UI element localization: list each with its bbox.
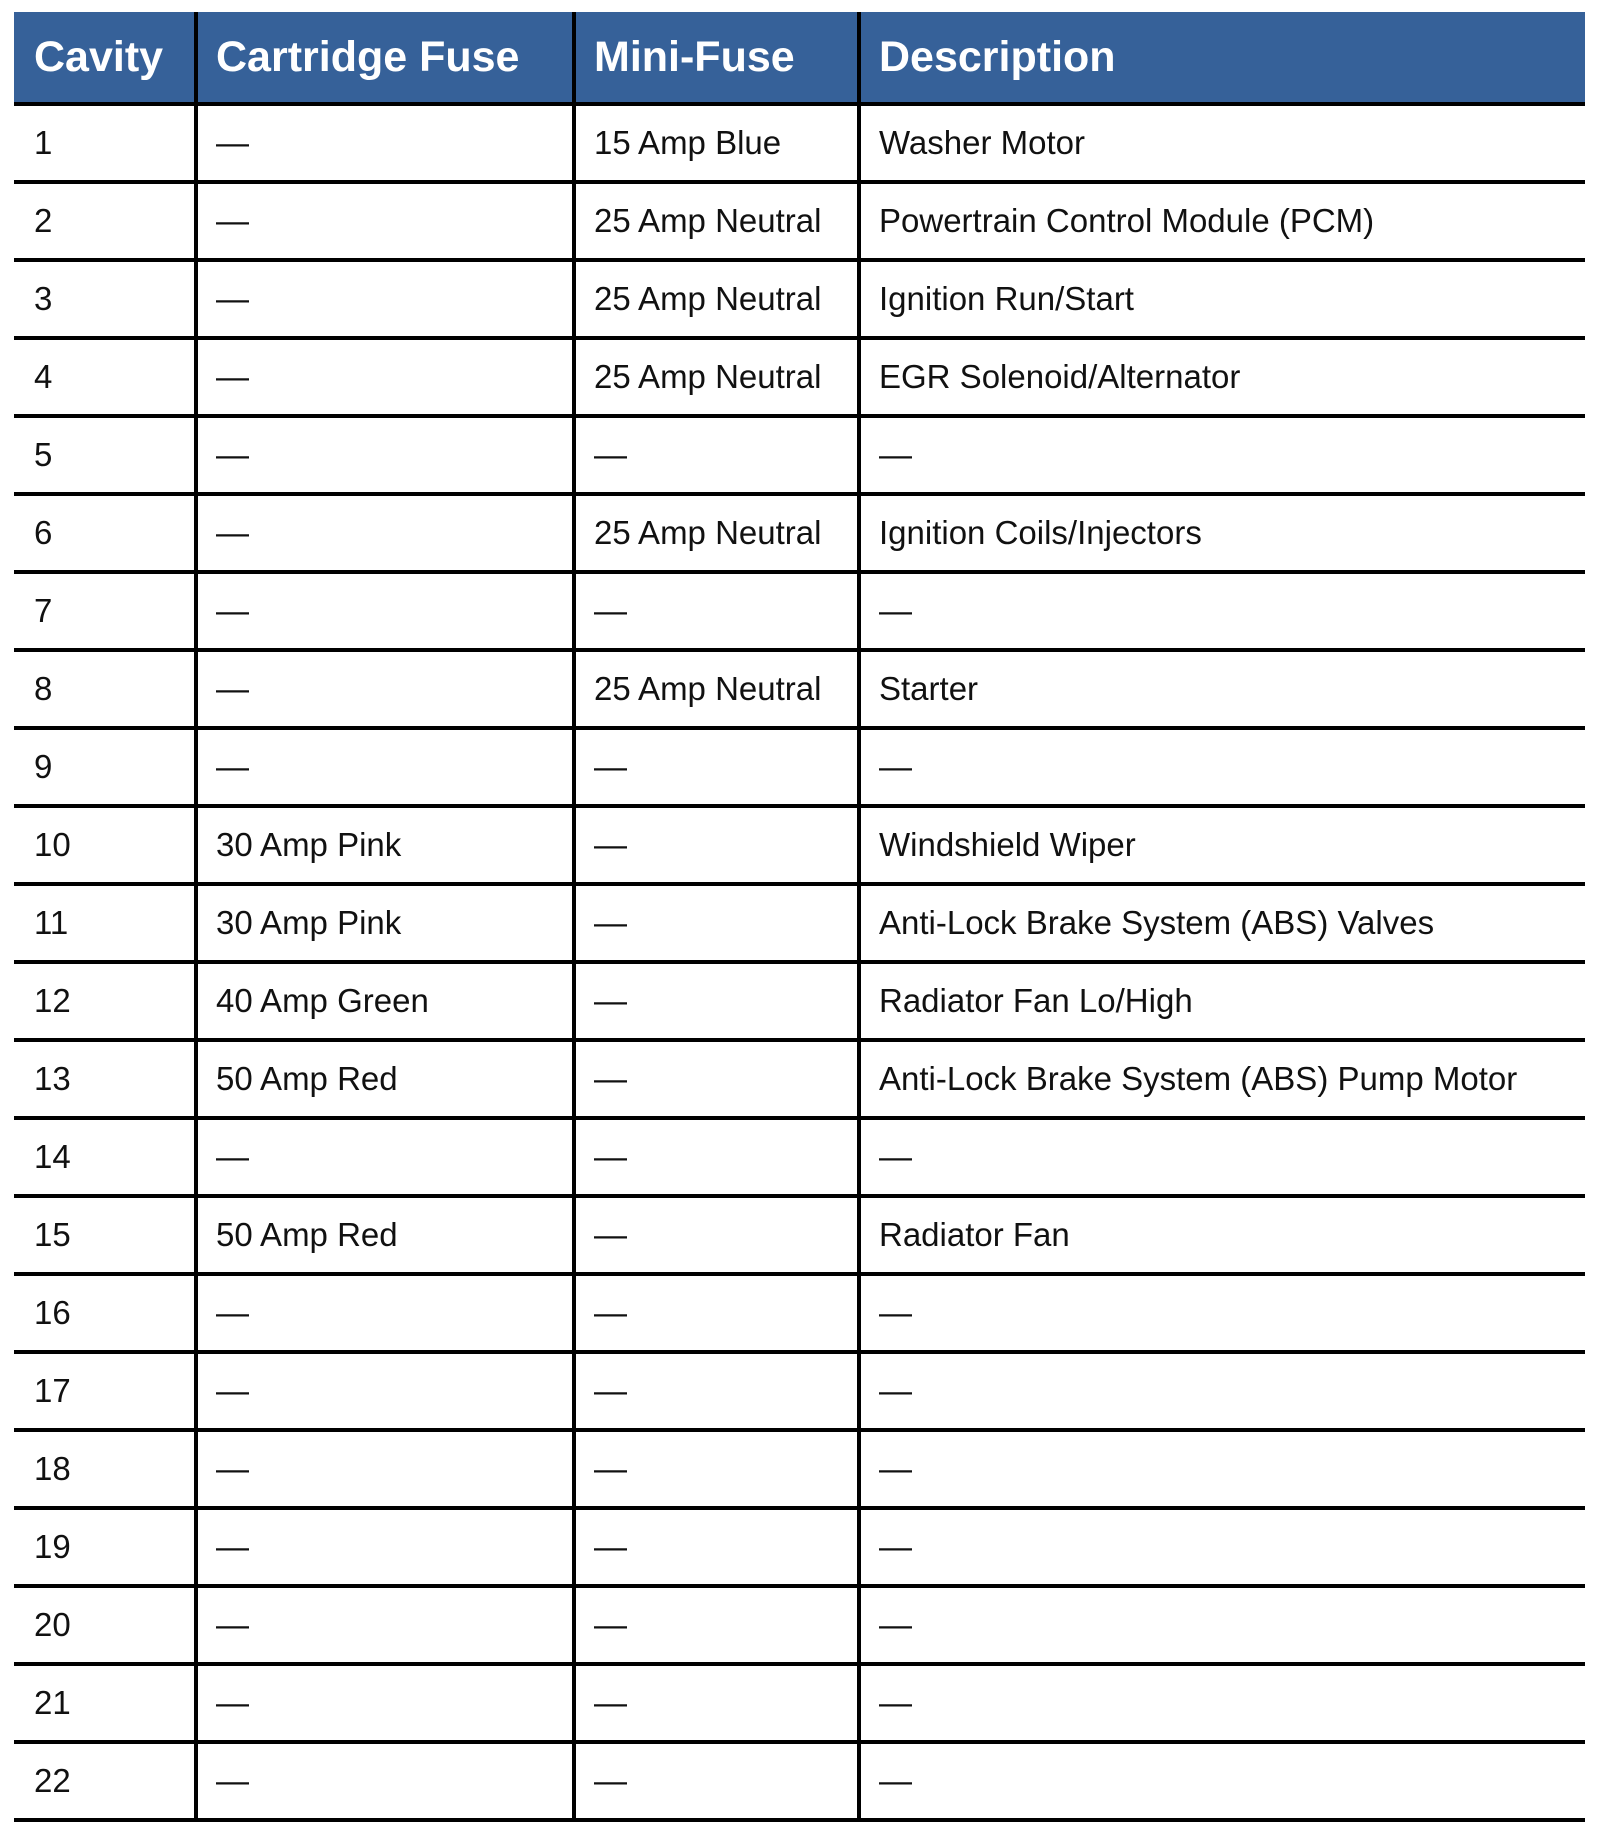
table-row (14, 1040, 1585, 1118)
table-row (14, 338, 1585, 416)
cell-cartridge-fuse: 50 Amp Red (196, 1040, 574, 1118)
table-row (14, 1508, 1585, 1586)
cell-cavity: 5 (14, 416, 196, 494)
table-row (14, 416, 1585, 494)
cell-mini-fuse: 15 Amp Blue (574, 104, 859, 182)
cell-mini-fuse: 25 Amp Neutral (574, 182, 859, 260)
table-row (14, 1430, 1585, 1508)
cell-mini-fuse: — (574, 1742, 859, 1820)
cell-mini-fuse: — (574, 1196, 859, 1274)
cell-mini-fuse: 25 Amp Neutral (574, 650, 859, 728)
cell-cavity: 13 (14, 1040, 196, 1118)
table-row (14, 494, 1585, 572)
cell-mini-fuse: — (574, 1664, 859, 1742)
table-row (14, 1196, 1585, 1274)
cell-cavity: 4 (14, 338, 196, 416)
table-row (14, 572, 1585, 650)
cell-cavity: 7 (14, 572, 196, 650)
cell-cavity: 2 (14, 182, 196, 260)
table-row (14, 884, 1585, 962)
table-row (14, 1586, 1585, 1664)
cell-description: — (859, 1274, 1585, 1352)
cell-description: Starter (859, 650, 1585, 728)
table-row (14, 1274, 1585, 1352)
cell-mini-fuse: — (574, 1508, 859, 1586)
cell-description: — (859, 416, 1585, 494)
cell-cartridge-fuse: 40 Amp Green (196, 962, 574, 1040)
cell-cartridge-fuse: 50 Amp Red (196, 1196, 574, 1274)
cell-cavity: 8 (14, 650, 196, 728)
table-row (14, 650, 1585, 728)
cell-cavity: 1 (14, 104, 196, 182)
cell-cartridge-fuse: — (196, 1508, 574, 1586)
table-row (14, 260, 1585, 338)
cell-cartridge-fuse: — (196, 1430, 574, 1508)
cell-description: Radiator Fan (859, 1196, 1585, 1274)
cell-description: — (859, 1742, 1585, 1820)
cell-cavity: 14 (14, 1118, 196, 1196)
cell-cavity: 16 (14, 1274, 196, 1352)
cell-description: Windshield Wiper (859, 806, 1585, 884)
cell-description: — (859, 1664, 1585, 1742)
cell-cartridge-fuse: — (196, 1352, 574, 1430)
cell-mini-fuse: — (574, 728, 859, 806)
cell-cartridge-fuse: — (196, 338, 574, 416)
cell-cartridge-fuse: — (196, 104, 574, 182)
header-cartridge-fuse: Cartridge Fuse (196, 12, 574, 104)
table-row (14, 1742, 1585, 1820)
cell-description: — (859, 1508, 1585, 1586)
table-row (14, 806, 1585, 884)
table-body (14, 104, 1585, 1820)
cell-cartridge-fuse: — (196, 494, 574, 572)
cell-cavity: 19 (14, 1508, 196, 1586)
cell-cavity: 22 (14, 1742, 196, 1820)
table-row (14, 182, 1585, 260)
cell-mini-fuse: — (574, 1040, 859, 1118)
cell-description: Ignition Run/Start (859, 260, 1585, 338)
cell-cartridge-fuse: 30 Amp Pink (196, 806, 574, 884)
cell-description: — (859, 1118, 1585, 1196)
cell-description: — (859, 1430, 1585, 1508)
cell-mini-fuse: — (574, 962, 859, 1040)
cell-cavity: 12 (14, 962, 196, 1040)
cell-description: Anti-Lock Brake System (ABS) Pump Motor (859, 1040, 1585, 1118)
cell-cartridge-fuse: — (196, 416, 574, 494)
header-cavity: Cavity (14, 12, 196, 104)
header-row (14, 12, 1585, 104)
header-description: Description (859, 12, 1585, 104)
cell-cavity: 20 (14, 1586, 196, 1664)
cell-mini-fuse: — (574, 1352, 859, 1430)
cell-cartridge-fuse: — (196, 728, 574, 806)
cell-cavity: 6 (14, 494, 196, 572)
cell-description: Powertrain Control Module (PCM) (859, 182, 1585, 260)
cell-cartridge-fuse: 30 Amp Pink (196, 884, 574, 962)
cell-cartridge-fuse: — (196, 650, 574, 728)
cell-cavity: 3 (14, 260, 196, 338)
cell-mini-fuse: — (574, 1118, 859, 1196)
cell-mini-fuse: 25 Amp Neutral (574, 260, 859, 338)
cell-cavity: 21 (14, 1664, 196, 1742)
table-row (14, 104, 1585, 182)
cell-mini-fuse: — (574, 884, 859, 962)
table-row (14, 1664, 1585, 1742)
cell-cavity: 11 (14, 884, 196, 962)
table-row (14, 1352, 1585, 1430)
cell-description: EGR Solenoid/Alternator (859, 338, 1585, 416)
cell-mini-fuse: — (574, 806, 859, 884)
cell-mini-fuse: — (574, 416, 859, 494)
cell-description: — (859, 1352, 1585, 1430)
cell-cartridge-fuse: — (196, 1586, 574, 1664)
cell-description: Ignition Coils/Injectors (859, 494, 1585, 572)
cell-cavity: 15 (14, 1196, 196, 1274)
cell-description: Washer Motor (859, 104, 1585, 182)
table-row (14, 1118, 1585, 1196)
cell-description: — (859, 1586, 1585, 1664)
cell-cartridge-fuse: — (196, 1742, 574, 1820)
cell-cartridge-fuse: — (196, 260, 574, 338)
table-row (14, 728, 1585, 806)
cell-mini-fuse: 25 Amp Neutral (574, 494, 859, 572)
table-header (14, 12, 1585, 104)
cell-cavity: 17 (14, 1352, 196, 1430)
cell-mini-fuse: — (574, 1430, 859, 1508)
cell-cavity: 10 (14, 806, 196, 884)
cell-mini-fuse: — (574, 572, 859, 650)
cell-cartridge-fuse: — (196, 572, 574, 650)
cell-description: — (859, 728, 1585, 806)
cell-cartridge-fuse: — (196, 1118, 574, 1196)
cell-cartridge-fuse: — (196, 1274, 574, 1352)
cell-cartridge-fuse: — (196, 1664, 574, 1742)
cell-cavity: 9 (14, 728, 196, 806)
cell-description: Anti-Lock Brake System (ABS) Valves (859, 884, 1585, 962)
table-row (14, 962, 1585, 1040)
cell-mini-fuse: — (574, 1274, 859, 1352)
header-mini-fuse: Mini-Fuse (574, 12, 859, 104)
cell-cartridge-fuse: — (196, 182, 574, 260)
cell-description: — (859, 572, 1585, 650)
fuse-table (14, 12, 1585, 1822)
cell-mini-fuse: — (574, 1586, 859, 1664)
cell-mini-fuse: 25 Amp Neutral (574, 338, 859, 416)
cell-cavity: 18 (14, 1430, 196, 1508)
cell-description: Radiator Fan Lo/High (859, 962, 1585, 1040)
